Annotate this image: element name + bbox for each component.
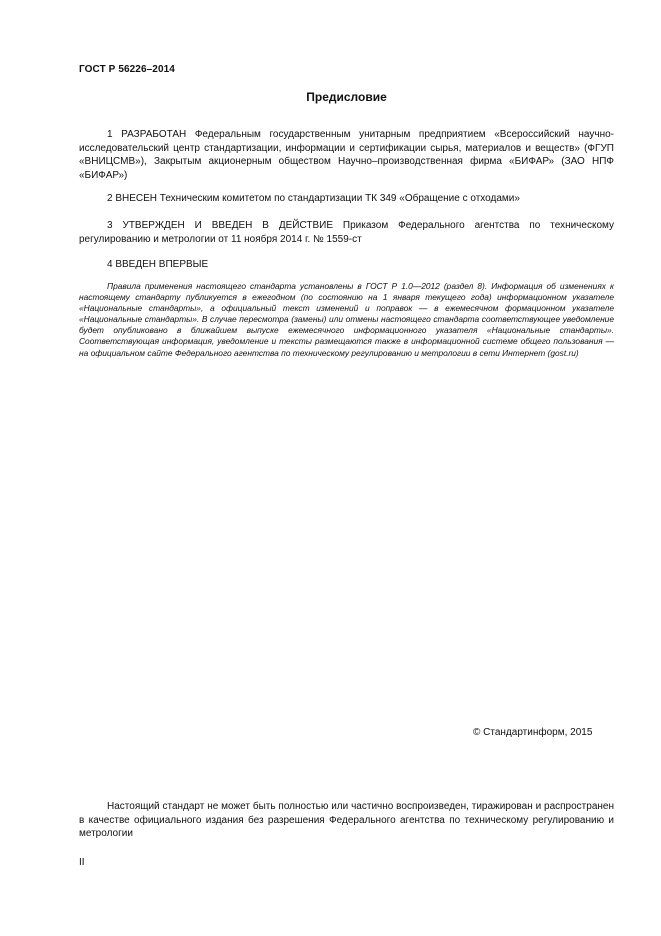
foreword-item-1: 1 РАЗРАБОТАН Федеральным государственным унитарным предприятием «Всероссийский научно-исследовательский центр стандартизации, информации и сертификации сырья, материалов и веществ» (ФГУП «ВНИЦСМВ»), Закрытым акционерным обществом Научно–производственная фирма «БИФАР» (ЗАО НПФ «БИФАР») (79, 129, 614, 181)
foreword-item-4: 4 ВВЕДЕН ВПЕРВЫЕ (107, 259, 209, 270)
page-title: Предисловие (306, 90, 387, 104)
foreword-item-3: 3 УТВЕРЖДЕН И ВВЕДЕН В ДЕЙСТВИЕ Приказом Федерального агентства по техническому регулированию и метрологии от 11 ноября 2014 г. № 1559-ст (79, 220, 614, 245)
rights-notice: Настоящий стандарт не может быть полностью или частично воспроизведен, тиражирован и распространен в качестве официального издания без разрешения Федерального агентства по техническому регулированию и метрологии (79, 801, 614, 839)
notice-text: Правила применения настоящего стандарта установлены в ГОСТ Р 1.0—2012 (раздел 8). Информация об изменениях к настоящему стандарту публикуется в ежегодном (по состоянию на 1 января текущего года) информационном указателе «Национальные стандарты», а официальный текст изменений и поправок — в ежемесячном формационном указателе «Национальные стандарты». В случае пересмотра (замены) или отмены настоящего стандарта соответствующее уведомление будет опубликовано в ближайшем выпуске ежемесячного информационного указателя «Национальные стандарты». Соответствующая информация, уведомление и тексты размещаются также в информационной системе общего пользования — на официальном сайте Федерального агентства по техническому регулированию и метрологии в сети Интернет (gost.ru) (79, 281, 614, 358)
document-id: ГОСТ Р 56226–2014 (79, 64, 175, 75)
page-number: II (79, 857, 85, 868)
copyright-line: © Стандартинформ, 2015 (473, 727, 593, 738)
foreword-item-2: 2 ВНЕСЕН Техническим комитетом по стандартизации ТК 349 «Обращение с отходами» (107, 193, 520, 204)
